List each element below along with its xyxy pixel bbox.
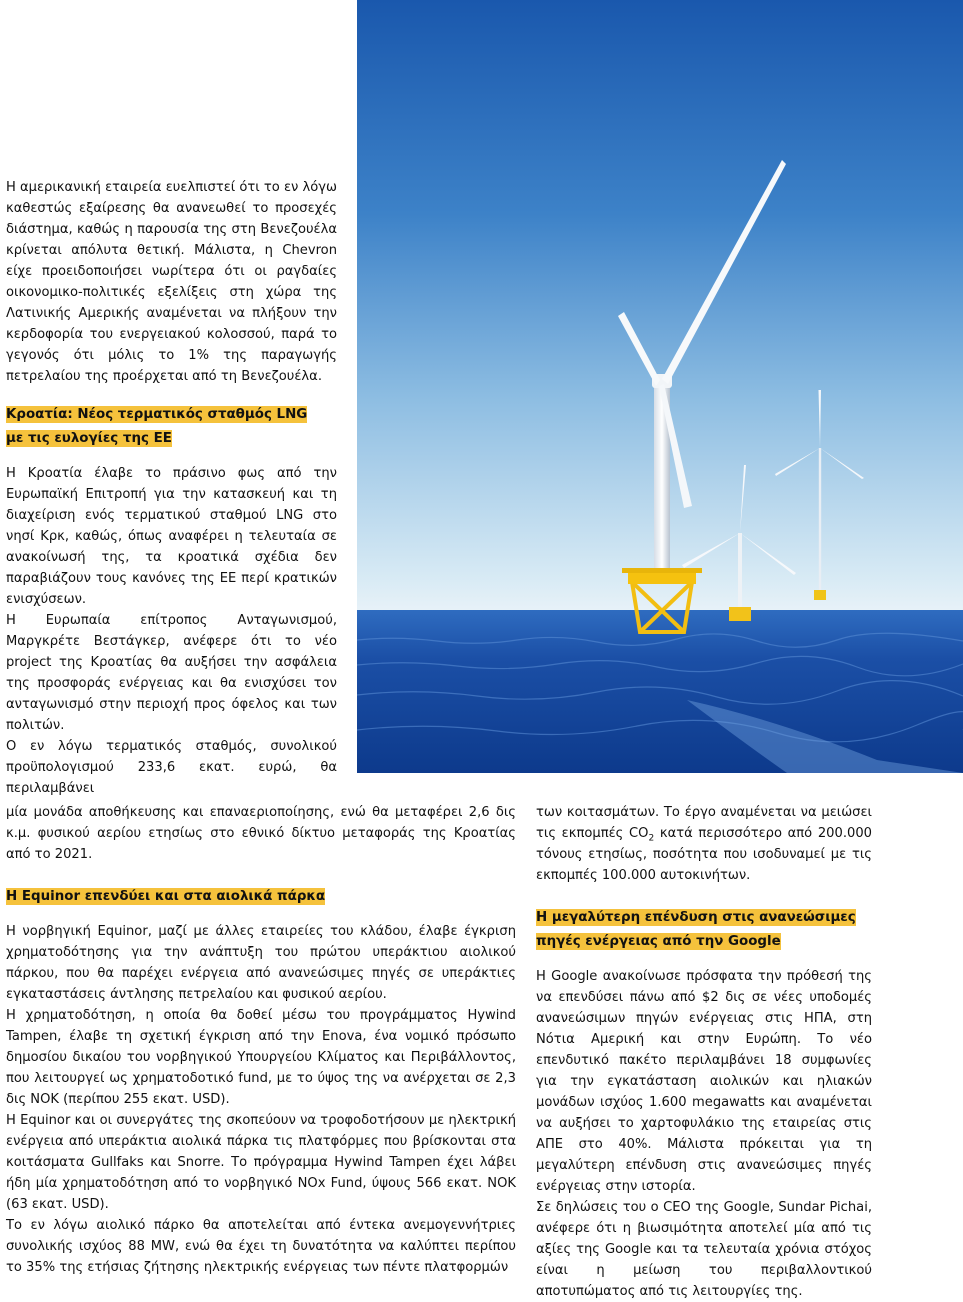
equinor-paragraph-2: Η χρηματοδότηση, η οποία θα δοθεί μέσω του προγράμματος Hywind Tampen, έλαβε τη σχετική έγκριση από την Enova, ένα νομικό πρόσωπο δημοσίου δικαίου του νορβηγικού Υπουργείου Κλίματος και Περιβάλλοντος, που λειτουργεί ως χρηματοδοτικό fund, με το ύψος της να ανέρχεται σε 2,3 δις NOK (περίπου 255 εκατ. USD). [6, 1008, 516, 1107]
croatia-paragraph-2: Η Ευρωπαία επίτροπος Ανταγωνισμού, Μαργκρέτε Βεστάγκερ, ανέφερε ότι το νέο project της Κροατίας θα αυξήσει την ασφάλεια της προσφοράς ενέργειας και θα ενισχύσει τον ανταγωνισμό στην περιοχή προς όφελος και των πολιτών. [6, 613, 337, 733]
google-heading [536, 906, 872, 954]
wind-turbines-illustration [357, 0, 963, 773]
equinor-heading [6, 885, 516, 909]
google-heading-line2: πηγές ενέργειας από την Google [536, 934, 781, 949]
left-column [6, 177, 337, 799]
croatia-heading-line2: με τις ευλογίες της ΕΕ [6, 431, 172, 446]
equinor-paragraph-4: Το εν λόγω αιολικό πάρκο θα αποτελείται από έντεκα ανεμογεννήτριες συνολικής ισχύος 88 MW, ενώ θα έχει τη δυνατότητα να καλύπτει περίπου το 35% της ετήσιας ζήτησης ηλεκτρικής ενέργειας των πέντε πλατφορμών [6, 1218, 516, 1275]
croatia-paragraph-3-continued: μία μονάδα αποθήκευσης και επαναεριοποίησης, ενώ θα μεταφέρει 2,6 δις κ.μ. φυσικού αερίου ετησίως στο εθνικό δίκτυο μεταφοράς της Κροατίας από το 2021. [6, 805, 516, 862]
google-paragraph-1: Η Google ανακοίνωσε πρόσφατα την πρόθεσή της να επενδύσει πάνω από $2 δις σε νέες υποδομές ανανεώσιμων πηγών ενέργειας στις ΗΠΑ, στη Νότια Αμερική και στην Ευρώπη. Το νέο επενδυτικό πακέτο περιλαμβάνει 18 συμφωνίες για την εγκατάσταση αιολικών και ηλιακών μονάδων ισχύος 1.600 megawatts και αναμένεται να αυξήσει το χαρτοφυλάκιο της εταιρείας στις ΑΠΕ στο 40%. Μάλιστα πρόκειται για τη μεγαλύτερη επένδυση στις ανανεώσιμες πηγές ενέργειας στην ιστορία. [536, 969, 872, 1194]
bottom-left-column [6, 802, 516, 1278]
equinor-cont-before: των κοιτασμάτων. Το έργο αναμένεται να μειώσει τις εκπομπές CO [536, 805, 872, 841]
bottom-right-column [536, 802, 872, 1302]
wind-turbine-photo [357, 0, 963, 773]
sea [357, 610, 963, 773]
croatia-paragraph-3-start: Ο εν λόγω τερματικός σταθμός, συνολικού προϋπολογισμού 233,6 εκατ. ευρώ, θα περιλαμβάνει [6, 739, 337, 796]
croatia-paragraph-1: Η Κροατία έλαβε το πράσινο φως από την Ευρωπαϊκή Επιτροπή για την κατασκευή και τη διαχείριση ενός τερματικού σταθμού LNG στο νησί Κρκ, καθώς, όπως αναφέρει η τελευταία σε ανακοίνωσή της, τα κροατικά σχέδια δεν παραβιάζουν τους κανόνες της ΕΕ περί κρατικών ενισχύσεων. [6, 466, 337, 607]
google-heading-line1: Η μεγαλύτερη επένδυση στις ανανεώσιμες [536, 910, 856, 925]
co2-subscript: 2 [648, 833, 655, 844]
google-paragraph-2: Σε δηλώσεις του ο CEO της Google, Sundar Pichai, ανέφερε ότι η βιωσιμότητα αποτελεί μία από τις αξίες της Google και τα τελευταία χρόνια στόχος είναι η μείωση του περιβαλλοντικού αποτυπώματος από τις λειτουργίες της. [536, 1200, 872, 1299]
equinor-cont-after: κατά περισσότερο από 200.000 τόνους ετησίως, ποσότητα που ισοδυναμεί με τις εκπομπές 100.000 αυτοκινήτων. [536, 826, 872, 883]
croatia-heading [6, 403, 337, 451]
equinor-paragraph-3: Η Equinor και οι συνεργάτες της σκοπεύουν να τροφοδοτήσουν με ηλεκτρική ενέργεια από υπεράκτια αιολικά πάρκα τις πλατφόρμες που βρίσκονται στα κοιτάσματα Gullfaks και Snorre. Το πρόγραμμα Hywind Tampen έχει λάβει ήδη μία χρηματοδότηση από το νορβηγικό NOx Fund, ύψους 566 εκατ. NOK (63 εκατ. USD). [6, 1113, 516, 1212]
croatia-heading-line1: Κροατία: Νέος τερματικός σταθμός LNG [6, 407, 308, 422]
equinor-paragraph-4-continued [536, 802, 872, 886]
venezuela-paragraph: Η αμερικανική εταιρεία ευελπιστεί ότι το εν λόγω καθεστώς εξαίρεσης θα ανανεωθεί το προσεχές διάστημα, καθώς η παρουσία της στη Βενεζουέλα κρίνεται απόλυτα θετική. Μάλιστα, η Chevron είχε προειδοποιήσει νωρίτερα ότι οι ραγδαίες οικονομικο-πολιτικές εξελίξεις στη χώρα της Λατινικής Αμερικής αναμένεται να πλήξουν την κερδοφορία του ενεργειακού κολοσσού, παρά το γεγονός ότι μόλις το 1% της παραγωγής πετρελαίου της προέρχεται από τη Βενεζουέλα. [6, 180, 337, 384]
equinor-paragraph-1: Η νορβηγική Equinor, μαζί με άλλες εταιρείες του κλάδου, έλαβε έγκριση χρηματοδότησης για την ανάπτυξη του πρώτου υπεράκτιου αιολικού πάρκου, που θα παρέχει ενέργεια από ανανεώσιμες πηγές σε υπεράκτιες εγκαταστάσεις άντλησης πετρελαίου και φυσικού αερίου. [6, 924, 516, 1002]
equinor-heading-text: Η Equinor επενδύει και στα αιολικά πάρκα [6, 889, 326, 904]
